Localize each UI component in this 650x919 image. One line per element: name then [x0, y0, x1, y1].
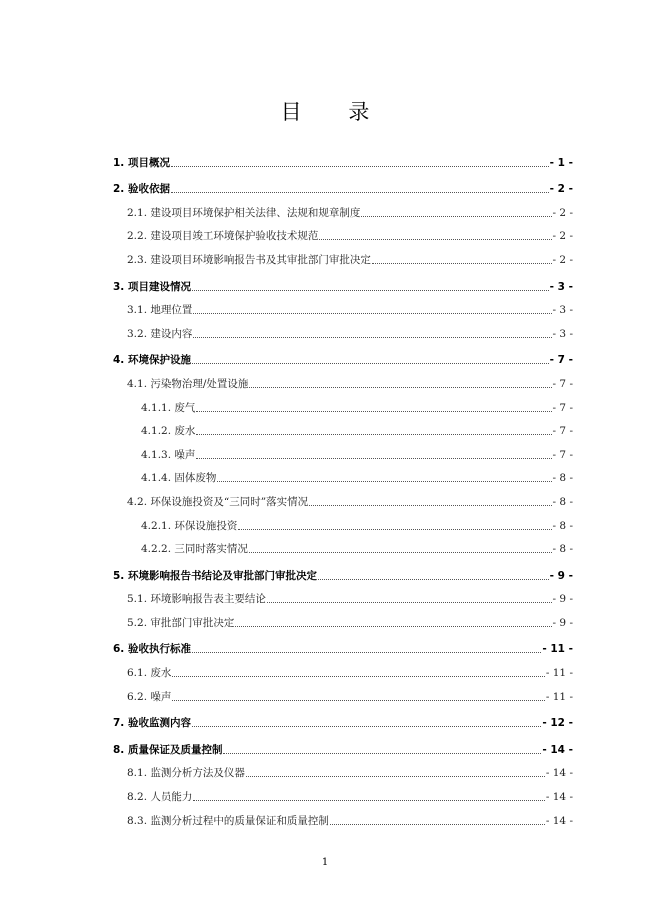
toc-entry[interactable] — [113, 508, 573, 532]
dot-leader — [172, 699, 544, 701]
dot-leader — [249, 386, 551, 388]
toc-entry-page: - 14 - — [545, 767, 573, 780]
toc-entry-label: 4.2.2. 三同时落实情况 — [141, 543, 248, 556]
toc-entry-label: 5.2. 审批部门审批决定 — [127, 616, 235, 629]
toc-entry-label: 2.1. 建设项目环境保护相关法律、法规和规章制度 — [127, 206, 361, 219]
toc-entry-page: - 12 - — [542, 717, 573, 730]
toc-entry-page: - 14 - — [545, 814, 573, 827]
dot-leader — [171, 191, 549, 193]
toc-entry[interactable] — [113, 679, 573, 703]
dot-leader — [217, 480, 551, 482]
dot-leader — [193, 336, 551, 338]
toc-entry-page: - 3 - — [552, 327, 573, 340]
dot-leader — [238, 528, 551, 530]
toc-entry-page: - 11 - — [542, 643, 573, 656]
toc-entry-label: 5. 环境影响报告书结论及审批部门审批决定 — [113, 569, 317, 582]
toc-entry[interactable] — [113, 706, 573, 730]
toc-entry[interactable] — [113, 293, 573, 317]
toc-entry-page: - 8 - — [552, 519, 573, 532]
toc-entry-label: 3.1. 地理位置 — [127, 304, 193, 317]
toc-entry-page: - 2 - — [552, 230, 573, 243]
toc-entry[interactable] — [113, 316, 573, 340]
page-title: 目 录 — [280, 100, 390, 124]
dot-leader — [330, 823, 545, 825]
toc-entry[interactable] — [113, 219, 573, 243]
toc-entry-label: 4.1.3. 噪声 — [141, 448, 196, 461]
dot-leader — [267, 601, 552, 603]
toc-entry[interactable] — [113, 242, 573, 266]
toc-entry-page: - 7 - — [549, 354, 573, 367]
toc-entry[interactable] — [113, 269, 573, 293]
toc-entry-label: 8.3. 监测分析过程中的质量保证和质量控制 — [127, 814, 329, 827]
toc-entry[interactable] — [113, 558, 573, 582]
toc-entry[interactable] — [113, 582, 573, 606]
toc-entry-label: 5.1. 环境影响报告表主要结论 — [127, 593, 266, 606]
toc-entry-page: - 7 - — [552, 448, 573, 461]
toc-entry-page: - 14 - — [545, 791, 573, 804]
toc-entry-label: 2.3. 建设项目环境影响报告书及其审批部门审批决定 — [127, 253, 371, 266]
toc-entry-page: - 9 - — [549, 569, 573, 582]
dot-leader — [249, 551, 552, 553]
toc-entry[interactable] — [113, 605, 573, 629]
toc-entry[interactable] — [113, 655, 573, 679]
toc-entry-label: 6. 验收执行标准 — [113, 643, 191, 656]
dot-leader — [318, 578, 549, 580]
toc-entry[interactable] — [113, 779, 573, 803]
dot-leader — [246, 775, 545, 777]
toc-entry-page: - 11 - — [545, 667, 573, 680]
toc-entry-page: - 2 - — [549, 183, 573, 196]
dot-leader — [196, 457, 551, 459]
toc-entry-page: - 8 - — [552, 543, 573, 556]
toc-entry-label: 2.2. 建设项目竣工环境保护验收技术规范 — [127, 230, 319, 243]
dot-leader — [193, 312, 551, 314]
toc-entry[interactable] — [113, 390, 573, 414]
toc-entry[interactable] — [113, 414, 573, 438]
toc-entry-page: - 3 - — [552, 304, 573, 317]
toc-entry-label: 4.1.2. 废水 — [141, 425, 196, 438]
toc-entry-page: - 9 - — [552, 593, 573, 606]
dot-leader — [192, 651, 541, 653]
toc-entry-page: - 7 - — [552, 377, 573, 390]
toc-entry-label: 8. 质量保证及质量控制 — [113, 743, 223, 756]
toc-entry-label: 3.2. 建设内容 — [127, 327, 193, 340]
toc-entry-page: - 7 - — [552, 425, 573, 438]
dot-leader — [193, 799, 544, 801]
toc-entry[interactable] — [113, 803, 573, 827]
toc-entry[interactable] — [113, 484, 573, 508]
toc-entry-page: - 2 - — [552, 206, 573, 219]
toc-entry-page: - 1 - — [549, 156, 573, 169]
dot-leader — [192, 725, 541, 727]
dot-leader — [172, 675, 544, 677]
toc-entry-label: 4.1. 污染物治理/处置设施 — [127, 377, 249, 390]
toc-entry-page: - 7 - — [552, 401, 573, 414]
dot-leader — [196, 410, 551, 412]
toc-entry[interactable] — [113, 461, 573, 485]
toc-entry-label: 4. 环境保护设施 — [113, 354, 191, 367]
toc-entry-label: 4.2. 环保设施投资及“三同时”落实情况 — [127, 495, 309, 508]
toc-entry-page: - 8 - — [552, 472, 573, 485]
dot-leader — [319, 238, 551, 240]
dot-leader — [361, 215, 551, 217]
dot-leader — [196, 433, 551, 435]
toc-entry-label: 6.1. 废水 — [127, 667, 172, 680]
toc-entry-page: - 11 - — [545, 690, 573, 703]
toc-entry[interactable] — [113, 172, 573, 196]
dot-leader — [192, 362, 549, 364]
toc-entry-page: - 14 - — [542, 743, 573, 756]
page-number: 1 — [321, 857, 329, 868]
toc-entry-label: 8.1. 监测分析方法及仪器 — [127, 767, 245, 780]
toc-entry[interactable] — [113, 632, 573, 656]
dot-leader — [309, 504, 551, 506]
toc-entry-label: 7. 验收监测内容 — [113, 717, 191, 730]
toc-entry[interactable] — [113, 756, 573, 780]
toc-entry-page: - 8 - — [552, 495, 573, 508]
toc-entry-label: 4.2.1. 环保设施投资 — [141, 519, 238, 532]
toc-entry[interactable] — [113, 732, 573, 756]
toc-entry[interactable] — [113, 532, 573, 556]
dot-leader — [192, 289, 549, 291]
table-of-contents — [113, 142, 573, 827]
toc-entry-page: - 3 - — [549, 280, 573, 293]
toc-entry[interactable] — [113, 145, 573, 169]
toc-entry-page: - 2 - — [552, 253, 573, 266]
dot-leader — [372, 262, 552, 264]
toc-entry[interactable] — [113, 195, 573, 219]
toc-entry-label: 2. 验收依据 — [113, 183, 170, 196]
toc-entry-label: 3. 项目建设情况 — [113, 280, 191, 293]
toc-entry-page: - 9 - — [552, 616, 573, 629]
toc-entry-label: 6.2. 噪声 — [127, 690, 172, 703]
toc-entry-label: 4.1.1. 废气 — [141, 401, 196, 414]
toc-entry-label: 1. 项目概况 — [113, 156, 170, 169]
dot-leader — [235, 625, 551, 627]
toc-entry[interactable] — [113, 437, 573, 461]
toc-entry[interactable] — [113, 343, 573, 367]
toc-entry[interactable] — [113, 366, 573, 390]
toc-entry-label: 8.2. 人员能力 — [127, 791, 193, 804]
toc-entry-label: 4.1.4. 固体废物 — [141, 472, 217, 485]
dot-leader — [223, 752, 541, 754]
dot-leader — [171, 165, 549, 167]
